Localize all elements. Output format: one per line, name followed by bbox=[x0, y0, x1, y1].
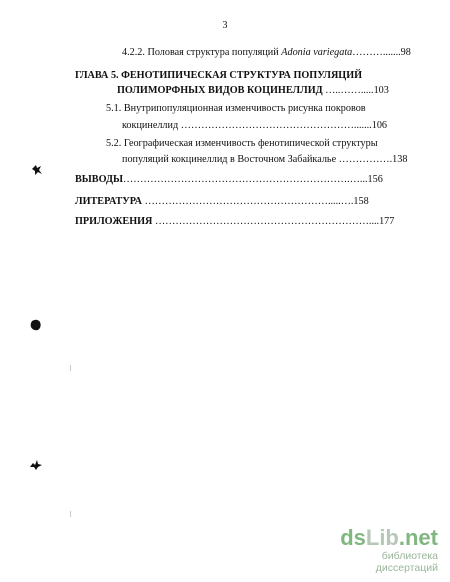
toc-chapter-5-title-line-2: ПОЛИМОРФНЫХ ВИДОВ КОЦИНЕЛЛИД …..…….....103 bbox=[117, 85, 389, 96]
toc-leader: ………………………………………………………….…...156 bbox=[123, 174, 383, 185]
toc-leader: …………………………………………….......106 bbox=[180, 120, 387, 131]
toc-entry-5-2-line-1: 5.2. Географическая изменчивость фенотипической структуры bbox=[106, 138, 378, 149]
toc-entry-literatura: ЛИТЕРАТУРА ……………………………………………….....….158 bbox=[75, 196, 369, 207]
toc-entry-4-2-2-title: 4.2.2. Половая структура популяций Adonia variegata……….......98 bbox=[122, 47, 411, 58]
scan-speck bbox=[70, 511, 71, 517]
toc-entry-vyvody: ВЫВОДЫ………………………………………………………….…...156 bbox=[75, 174, 383, 185]
scan-blot-mark bbox=[29, 459, 43, 471]
dslib-subtitle: библиотека диссертаций bbox=[375, 550, 438, 574]
toc-leader: …………….138 bbox=[338, 154, 408, 165]
page-number: 3 bbox=[222, 20, 228, 31]
scan-blot-mark bbox=[30, 163, 44, 177]
species-name: Adonia variegata bbox=[281, 47, 353, 58]
dslib-watermark bbox=[318, 526, 438, 574]
toc-leader: ……………………………………………….....….158 bbox=[144, 196, 369, 207]
toc-entry-5-2-line-2: популяций кокцинеллид в Восточном Забайкалье …………….138 bbox=[122, 154, 408, 165]
toc-entry-prilozheniya: ПРИЛОЖЕНИЯ ………………………………………………………....177 bbox=[75, 216, 395, 227]
toc-entry-5-1-line-2: кокцинеллид …………………………………………….......106 bbox=[122, 120, 387, 131]
dslib-logo: dsLib.net bbox=[340, 525, 438, 550]
scan-speck bbox=[70, 365, 71, 371]
toc-leader: ………………………………………………………....177 bbox=[154, 216, 395, 227]
toc-chapter-5-title-line-1: ГЛАВА 5. ФЕНОТИПИЧЕСКАЯ СТРУКТУРА ПОПУЛЯЦИЙ bbox=[75, 70, 363, 81]
scan-blot-mark bbox=[29, 318, 43, 332]
toc-leader: ……….......98 bbox=[352, 47, 411, 58]
toc-leader: …..…….....103 bbox=[325, 85, 389, 96]
toc-entry-5-1-line-1: 5.1. Внутрипопуляционная изменчивость рисунка покровов bbox=[106, 103, 366, 114]
